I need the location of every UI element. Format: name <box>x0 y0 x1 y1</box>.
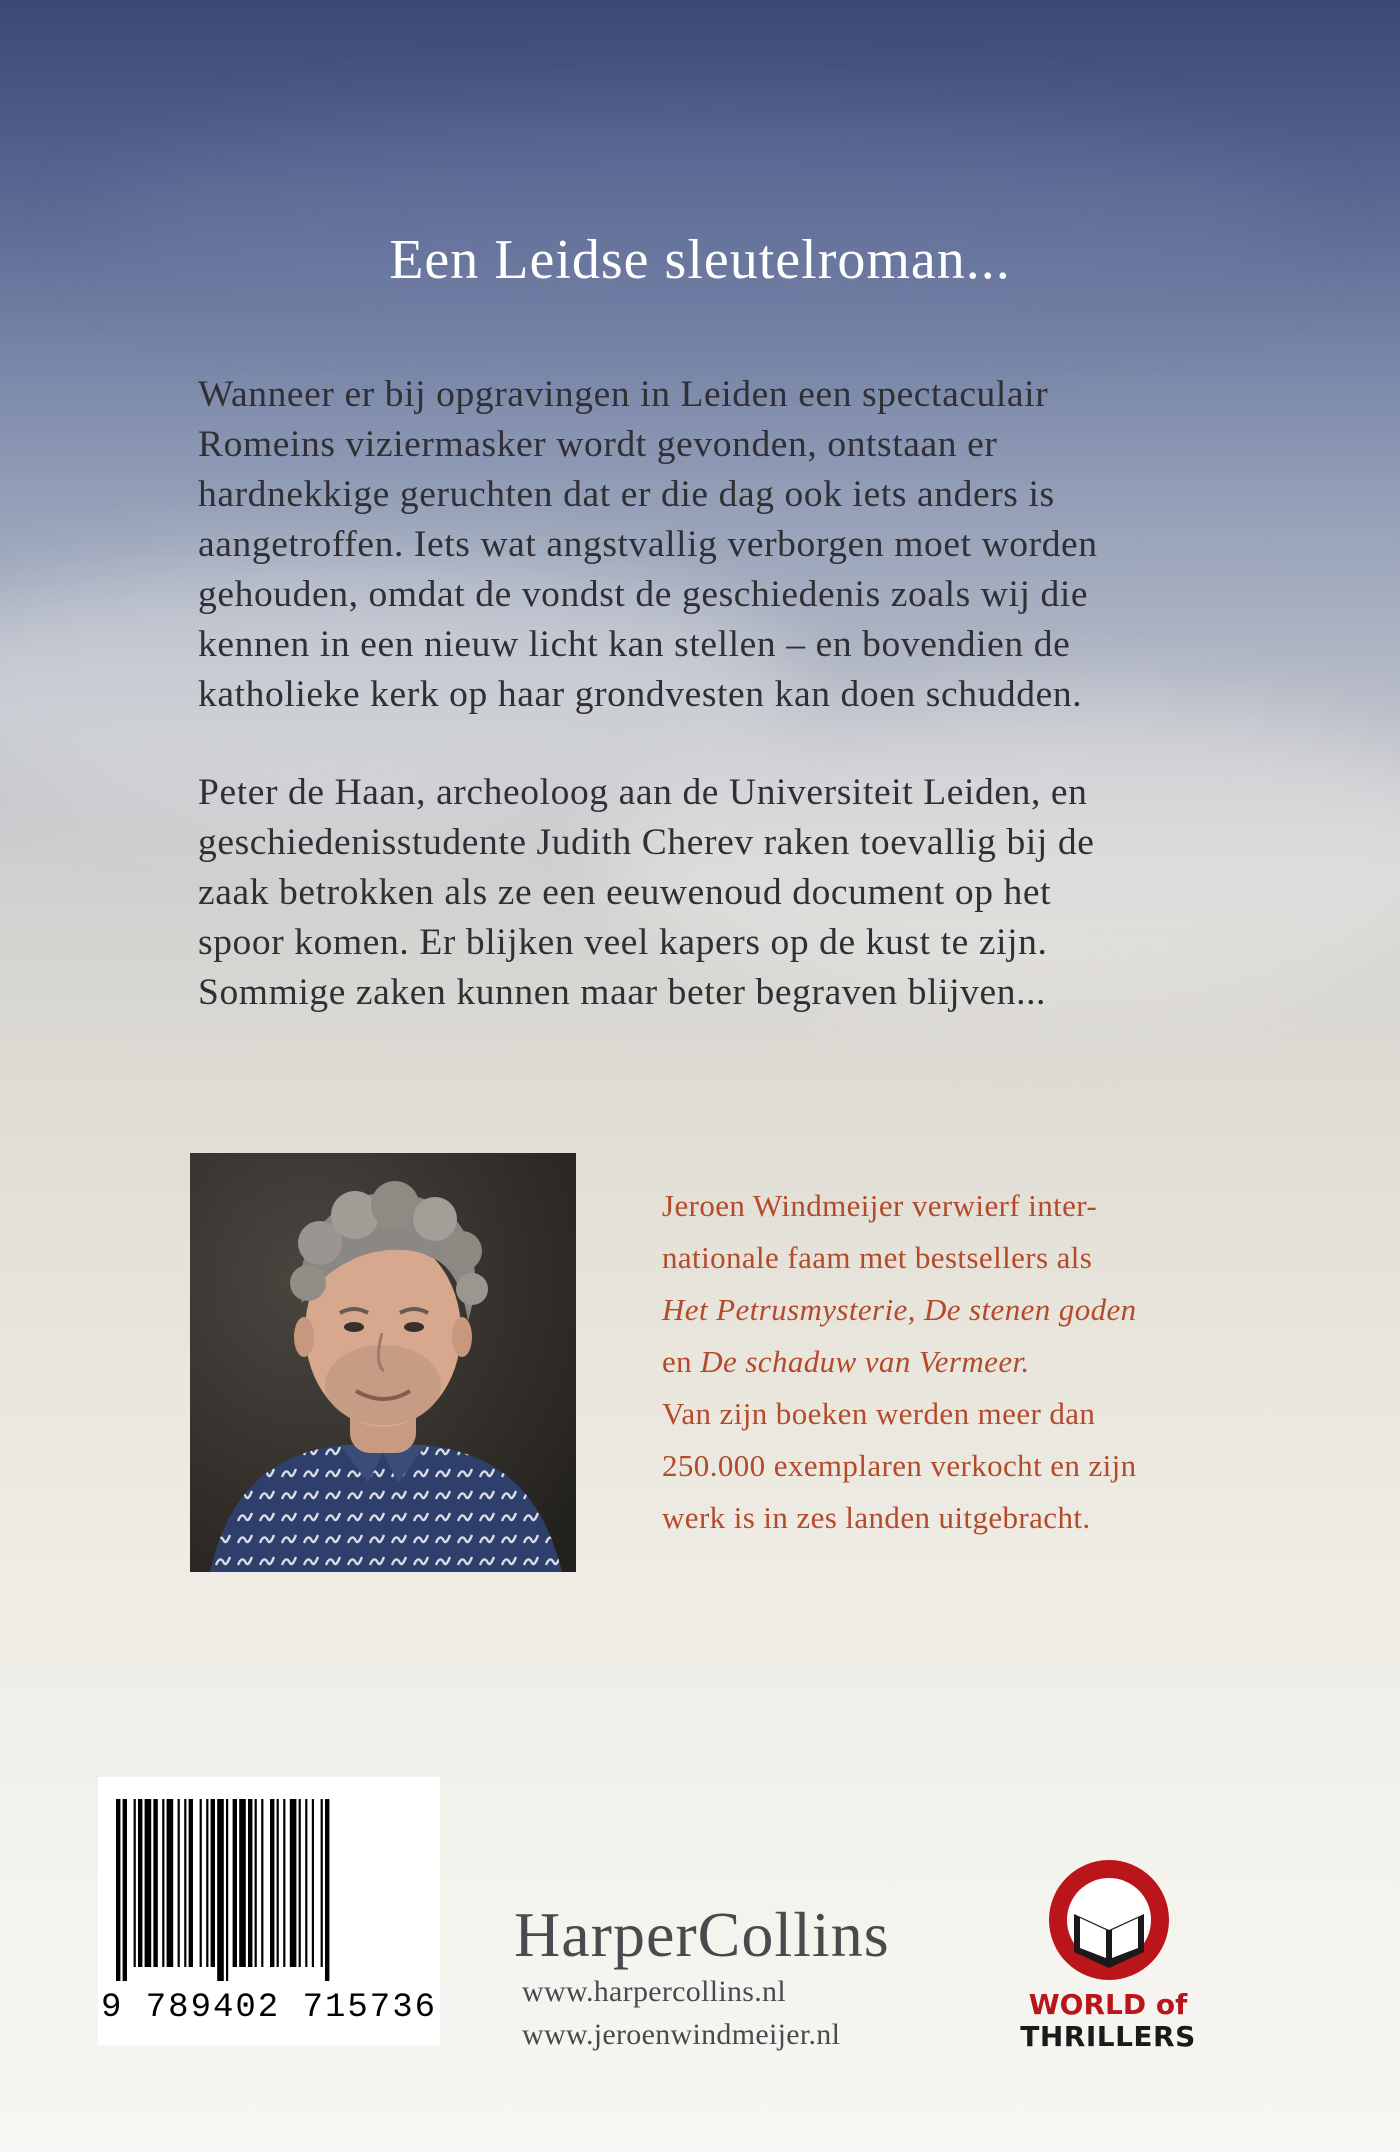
bio-line: Jeroen Windmeijer verwierf inter- <box>662 1188 1098 1223</box>
publisher-name: HarperCollins <box>514 1899 890 1970</box>
barcode-bar <box>200 1799 202 1967</box>
bio-line: 250.000 exemplaren verkocht en zijn <box>662 1448 1137 1483</box>
barcode-bar <box>255 1799 257 1967</box>
barcode-bar <box>325 1799 329 1981</box>
author-photo <box>190 1153 576 1572</box>
tagline: Een Leidse sleutelroman... <box>389 229 1011 291</box>
blurb-line: gehouden, omdat de vondst de geschiedenis zoals wij die <box>198 574 1089 615</box>
barcode <box>98 1777 440 2045</box>
barcode-bar <box>123 1799 127 1981</box>
blurb-line: hardnekkige geruchten dat er die dag ook iets anders is <box>198 474 1055 515</box>
barcode-bar <box>261 1799 263 1967</box>
barcode-bar <box>321 1799 323 1967</box>
blurb-line: zaak betrokken als ze een eeuwenoud document op het <box>198 872 1052 913</box>
bio-line-prefix: en <box>662 1344 701 1379</box>
barcode-bar <box>134 1799 136 1967</box>
barcode-bar <box>153 1799 157 1967</box>
bio-line <box>662 1284 1282 1336</box>
blurb-line: geschiedenisstudente Judith Cherev raken toevallig bij de <box>198 822 1095 863</box>
barcode-bar <box>312 1799 314 1967</box>
blurb-paragraph-1 <box>198 370 1228 720</box>
barcode-bar <box>184 1799 186 1967</box>
barcode-bar <box>162 1799 164 1967</box>
barcode-bar <box>248 1799 252 1967</box>
blurb-line: spoor komen. Er blijken veel kapers op de kust te zijn. <box>198 922 1048 963</box>
bio-line: werk is in zes landen uitgebracht. <box>662 1500 1091 1535</box>
imprint-line-1: WORLD of <box>1028 1988 1188 2021</box>
barcode-bar <box>116 1799 120 1981</box>
imprint-line-2: THRILLERS <box>1020 2020 1196 2053</box>
barcode-bar <box>167 1799 174 1967</box>
blurb-line: katholieke kerk op haar grondvesten kan doen schudden. <box>198 674 1083 715</box>
barcode-bar <box>217 1799 224 1981</box>
barcode-bars <box>98 1777 440 1987</box>
world-of-thrillers-logo-icon <box>1034 1852 1184 1992</box>
barcode-bar <box>305 1799 307 1967</box>
barcode-bar <box>277 1799 279 1967</box>
book-title: De schaduw van Vermeer. <box>700 1344 1030 1379</box>
bio-line <box>662 1336 1282 1388</box>
blurb-line: Peter de Haan, archeoloog aan de Universiteit Leiden, en <box>198 772 1088 813</box>
blurb-paragraph-2 <box>198 768 1228 1018</box>
author-bio <box>662 1180 1282 1544</box>
blurb-line: Romeins viziermasker wordt gevonden, ontstaan er <box>198 424 998 465</box>
author-url: www.jeroenwindmeijer.nl <box>522 2018 841 2051</box>
barcode-bar <box>206 1799 208 1967</box>
book-titles: Het Petrusmysterie, De stenen goden <box>662 1292 1137 1327</box>
barcode-bar <box>283 1799 285 1967</box>
barcode-bar <box>233 1799 237 1967</box>
barcode-bar <box>211 1799 215 1967</box>
publisher-url: www.harpercollins.nl <box>522 1975 786 2008</box>
blurb-line: aangetroffen. Iets wat angstvallig verborgen moet worden <box>198 524 1098 565</box>
barcode-bar <box>270 1799 274 1967</box>
isbn-number: 9 789402 715736 <box>100 1989 438 2027</box>
barcode-bar <box>189 1799 193 1967</box>
blurb-line: Sommige zaken kunnen maar beter begraven blijven... <box>198 972 1047 1013</box>
barcode-bar <box>138 1799 142 1967</box>
barcode-bar <box>178 1799 180 1967</box>
barcode-bar <box>239 1799 246 1967</box>
bio-line: Van zijn boeken werden meer dan <box>662 1396 1096 1431</box>
barcode-bar <box>290 1799 297 1967</box>
barcode-bar <box>145 1799 152 1967</box>
barcode-bar <box>226 1799 228 1981</box>
barcode-bar <box>299 1799 301 1967</box>
blurb-line: kennen in een nieuw licht kan stellen – en bovendien de <box>198 624 1071 665</box>
bio-line: nationale faam met bestsellers als <box>662 1240 1093 1275</box>
author-portrait-illustration <box>190 1153 576 1572</box>
blurb-line: Wanneer er bij opgravingen in Leiden een spectaculair <box>198 374 1049 415</box>
